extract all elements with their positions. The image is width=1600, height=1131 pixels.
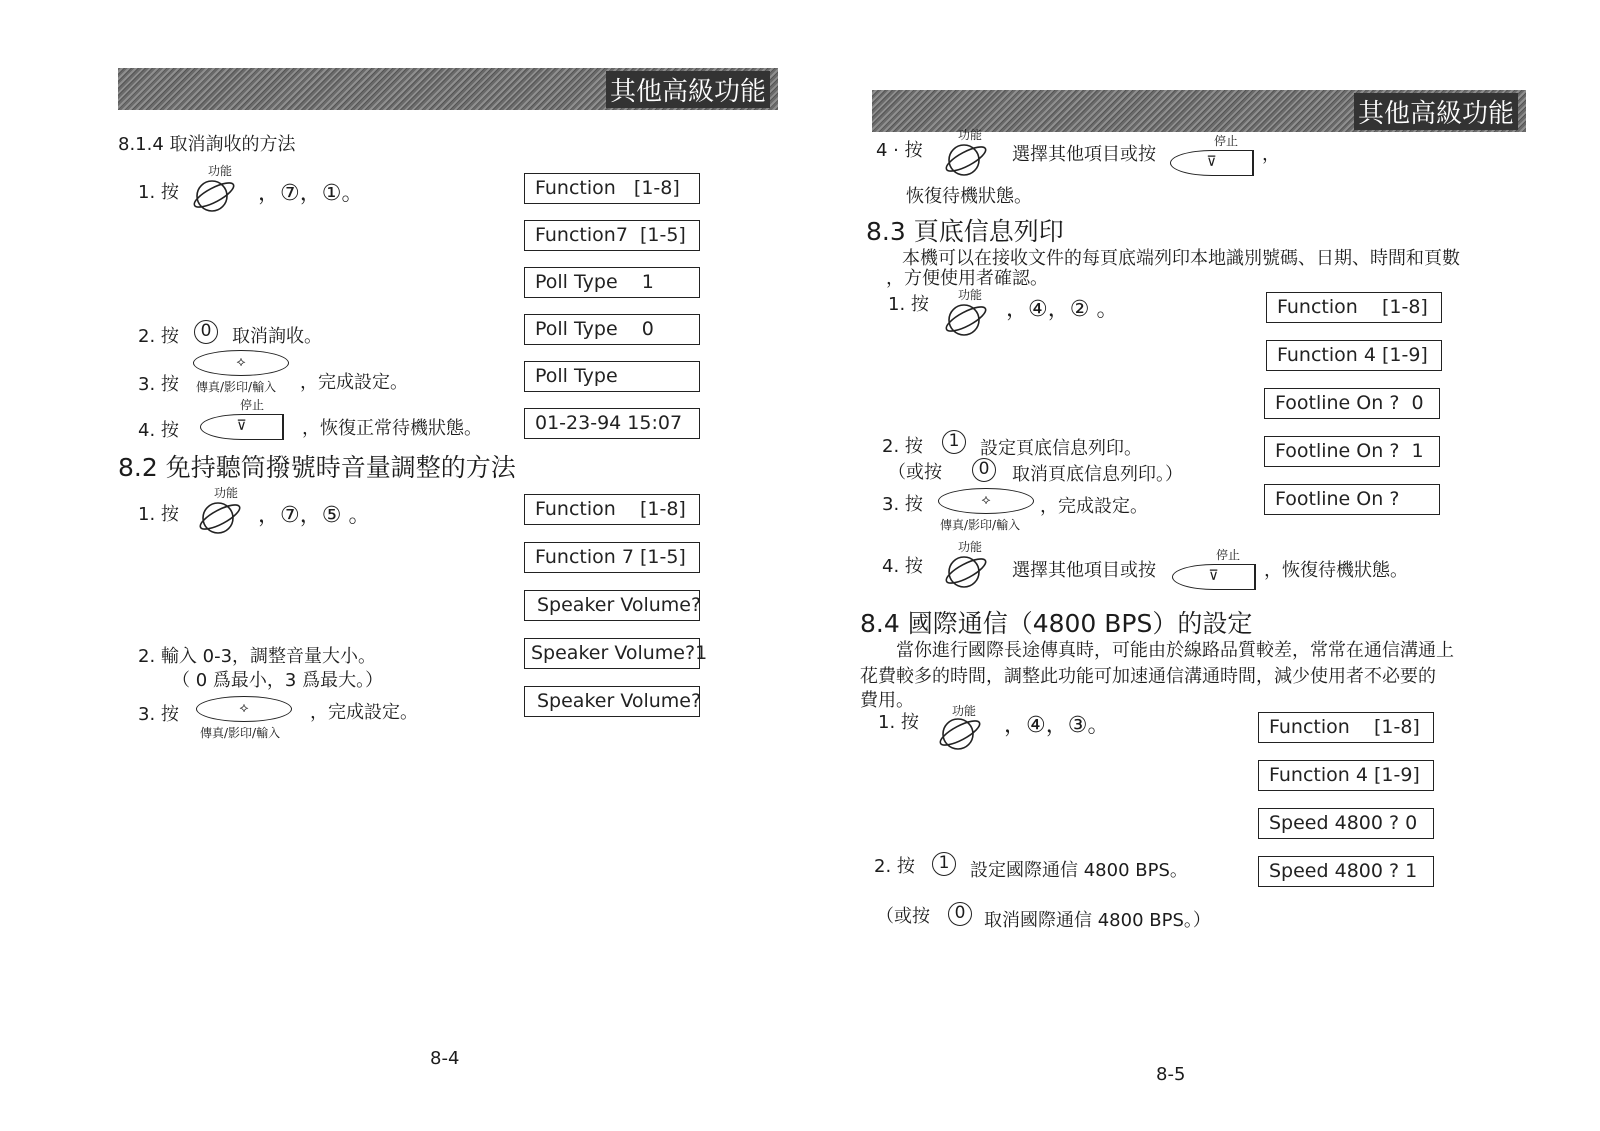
step-text: ， xyxy=(1262,144,1280,165)
step-text: 取消詢收。 xyxy=(232,326,322,347)
fax-key-label: 傳真/影印/輸入 xyxy=(200,726,281,740)
start-key-icon: ⟡ xyxy=(196,696,292,722)
paragraph: ，方便使用者確認。 xyxy=(886,268,1048,289)
step-text: 設定國際通信 4800 BPS。 xyxy=(970,860,1188,881)
digit-key: 0 xyxy=(972,458,996,482)
function-key-label: 功能 xyxy=(952,704,977,718)
key-sequence: ，⑦，⑤ 。 xyxy=(258,503,371,528)
stop-key-label: 停止 xyxy=(1214,134,1239,148)
lcd-display: Function 7 [1-5] xyxy=(524,542,700,573)
function-key-icon xyxy=(196,496,244,536)
page-number: 8-4 xyxy=(430,1048,460,1069)
lcd-display: Poll Type 1 xyxy=(524,267,700,298)
function-key-label: 功能 xyxy=(958,540,983,554)
paragraph: 費用。 xyxy=(860,690,914,711)
lcd-display: Function [1-8] xyxy=(1258,712,1434,743)
function-key-icon xyxy=(942,550,990,590)
step-text: 3. 按 xyxy=(138,374,179,395)
step-text: ，恢復正常待機狀態。 xyxy=(302,418,482,439)
fax-key-label: 傳真/影印/輸入 xyxy=(940,518,1021,532)
step-text: 1. 按 xyxy=(878,712,919,733)
section-heading-8-1-4: 8.1.4 取消詢收的方法 xyxy=(118,134,296,155)
function-key-label: 功能 xyxy=(958,128,983,142)
key-sequence: ，④，③。 xyxy=(1004,713,1110,738)
start-key-icon: ⟡ xyxy=(938,488,1034,514)
lcd-display: Function7 [1-5] xyxy=(524,220,700,251)
function-key-icon xyxy=(942,138,990,178)
section-heading-8-4: 8.4 國際通信（4800 BPS）的設定 xyxy=(860,609,1253,638)
step-text: 2. 輸入 0-3，調整音量大小。 xyxy=(138,646,377,667)
stop-key-icon: ⊽ xyxy=(200,414,284,440)
step-text: 2. 按 xyxy=(138,326,179,347)
step-text: （或按 xyxy=(888,462,942,483)
step-text: 2. 按 xyxy=(882,436,923,457)
function-key-label: 功能 xyxy=(214,486,239,500)
lcd-display: Footline On ? xyxy=(1264,484,1440,515)
function-key-label: 功能 xyxy=(958,288,983,302)
stop-key-icon: ⊽ xyxy=(1170,150,1254,176)
step-text: ，恢復待機狀態。 xyxy=(1264,560,1408,581)
stop-key-label: 停止 xyxy=(240,398,265,412)
lcd-display: Function [1-8] xyxy=(524,173,700,204)
header-title: 其他高級功能 xyxy=(1354,93,1518,130)
step-text: 3. 按 xyxy=(882,494,923,515)
header-title: 其他高級功能 xyxy=(606,71,770,108)
digit-key: 0 xyxy=(948,902,972,926)
lcd-display: Function 4 [1-9] xyxy=(1258,760,1434,791)
digit-key: 0 xyxy=(194,320,218,344)
step-text: （或按 xyxy=(876,906,930,927)
step-text: （ 0 爲最小，3 爲最大。） xyxy=(172,670,384,691)
step-text: 4. 按 xyxy=(882,556,923,577)
function-key-icon xyxy=(936,712,984,752)
step-text: 4. 按 xyxy=(138,420,179,441)
lcd-display: Poll Type xyxy=(524,361,700,392)
function-key-icon xyxy=(942,298,990,338)
lcd-display: Footline On ? 0 xyxy=(1264,388,1440,419)
step-text: ，完成設定。 xyxy=(310,702,418,723)
digit-key: 1 xyxy=(942,430,966,454)
step-text: 選擇其他項目或按 xyxy=(1012,144,1156,165)
step-text: 1. 按 xyxy=(138,182,179,203)
fax-key-label: 傳真/影印/輸入 xyxy=(196,380,277,394)
start-key-icon: ⟡ xyxy=(193,350,289,376)
lcd-display: 01-23-94 15:07 xyxy=(524,408,700,439)
header-banner-left xyxy=(118,68,778,110)
step-text: 恢復待機狀態。 xyxy=(906,186,1032,207)
step-text: 選擇其他項目或按 xyxy=(1012,560,1156,581)
step-text: 1. 按 xyxy=(888,294,929,315)
lcd-display: Speed 4800 ? 1 xyxy=(1258,856,1434,887)
lcd-display: Speaker Volume? xyxy=(524,686,700,717)
step-text: ，完成設定。 xyxy=(300,372,408,393)
step-text: 設定頁底信息列印。 xyxy=(980,438,1142,459)
section-heading-8-2: 8.2 免持聽筒撥號時音量調整的方法 xyxy=(118,453,516,482)
paragraph: 當你進行國際長途傳真時，可能由於線路品質較差，常常在通信溝通上 xyxy=(896,640,1454,661)
step-text: 取消頁底信息列印。） xyxy=(1012,464,1183,485)
paragraph: 本機可以在接收文件的每頁底端列印本地識別號碼、日期、時間和頁數 xyxy=(902,248,1460,269)
lcd-display: Speaker Volume? xyxy=(524,590,700,621)
stop-key-label: 停止 xyxy=(1216,548,1241,562)
step-text: 2. 按 xyxy=(874,856,915,877)
lcd-display: Function [1-8] xyxy=(524,494,700,525)
step-text: ，完成設定。 xyxy=(1040,496,1148,517)
function-key-label: 功能 xyxy=(208,164,233,178)
lcd-display: Footline On ? 1 xyxy=(1264,436,1440,467)
stop-key-icon: ⊽ xyxy=(1172,564,1256,590)
step-text: 取消國際通信 4800 BPS。） xyxy=(984,910,1211,931)
digit-key: 1 xyxy=(932,852,956,876)
lcd-display: Speaker Volume?1 xyxy=(524,638,700,669)
section-heading-8-3: 8.3 頁底信息列印 xyxy=(866,217,1064,246)
paragraph: 花費較多的時間，調整此功能可加速通信溝通時間，減少使用者不必要的 xyxy=(860,666,1436,687)
key-sequence: ，⑦，①。 xyxy=(258,181,364,206)
key-sequence: ，④，② 。 xyxy=(1006,297,1119,322)
step-text: 4 · 按 xyxy=(876,140,923,161)
function-key-icon xyxy=(190,174,238,214)
lcd-display: Speed 4800 ? 0 xyxy=(1258,808,1434,839)
step-text: 3. 按 xyxy=(138,704,179,725)
lcd-display: Function [1-8] xyxy=(1266,292,1442,323)
lcd-display: Poll Type 0 xyxy=(524,314,700,345)
lcd-display: Function 4 [1-9] xyxy=(1266,340,1442,371)
step-text: 1. 按 xyxy=(138,504,179,525)
page-number: 8-5 xyxy=(1156,1064,1186,1085)
